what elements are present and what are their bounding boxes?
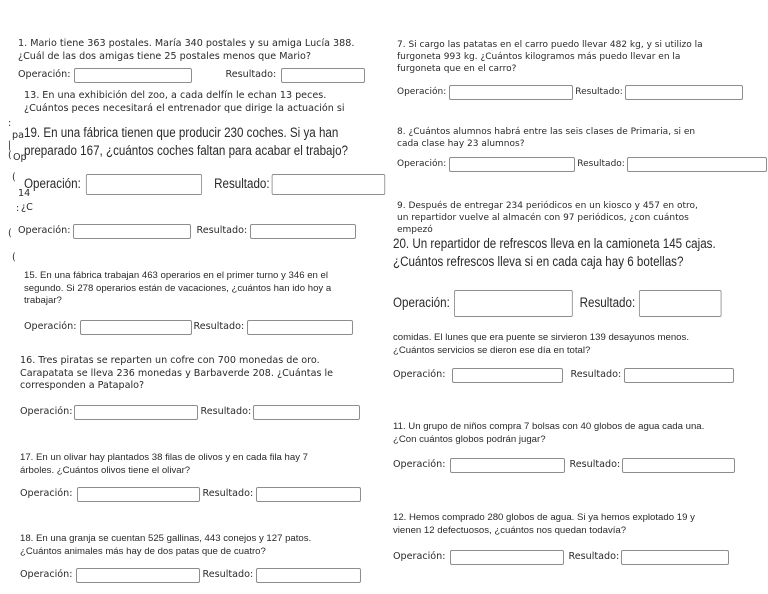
question-17: 17. En un olivar hay plantados 38 filas de olivos y en cada fila hay 7 árboles. ¿Cuántos olivos tiene el olivar? <box>20 452 308 476</box>
resultado-input[interactable] <box>253 405 360 420</box>
answer-row-18 <box>20 568 361 583</box>
operacion-input[interactable] <box>76 568 200 583</box>
resultado-label: Resultado: <box>568 551 620 563</box>
resultado-input[interactable] <box>250 224 356 239</box>
answer-row-17 <box>20 487 361 502</box>
question-20-block <box>393 235 728 271</box>
resultado-input[interactable] <box>247 320 353 335</box>
question-18: 18. En una granja se cuentan 525 gallinas, 443 conejos y 127 patos. ¿Cuántos animales más hay de dos patas que de cuatro? <box>20 533 312 557</box>
answer-row-7 <box>397 85 743 100</box>
question-8: 8. ¿Cuántos alumnos habrá entre las seis clases de Primaria, si en cada clase hay 23 alumnos? <box>397 127 696 149</box>
question-10: comidas. El lunes que era puente se sirvieron 139 desayunos menos. ¿Cuántos servicios se dieron ese día en total? <box>393 332 689 356</box>
resultado-input[interactable] <box>639 290 722 317</box>
fragment-text: | <box>8 140 12 151</box>
operacion-input[interactable] <box>86 174 202 195</box>
operacion-input[interactable] <box>74 405 198 420</box>
answer-row-16 <box>20 405 360 420</box>
resultado-label: Resultado: <box>570 369 622 381</box>
resultado-label: Resultado: <box>579 295 636 311</box>
operacion-input[interactable] <box>74 68 192 83</box>
operacion-label: Operación: <box>20 406 73 418</box>
fragment-text: ( <box>8 228 12 239</box>
operacion-input[interactable] <box>73 224 191 239</box>
resultado-label: Resultado: <box>569 459 621 471</box>
operacion-label: Operación: <box>24 321 77 333</box>
answer-row-12 <box>393 550 729 565</box>
operacion-input[interactable] <box>77 487 200 502</box>
operacion-label: Operación: <box>20 569 73 581</box>
operacion-label: Operación: <box>18 225 71 237</box>
resultado-label: Resultado: <box>202 569 254 581</box>
resultado-input[interactable] <box>256 568 361 583</box>
question-7: 7. Si cargo las patatas en el carro puedo llevar 482 kg, y si utilizo la furgoneta 993 kg. ¿Cuántos kilogramos más puedo llevar en la furgoneta que en el carro? <box>397 40 703 74</box>
question-19: 19. En una fábrica tienen que producir 230 coches. Si ya han preparado 167, ¿cuántos coches faltan para acabar el trabajo? <box>24 125 349 159</box>
resultado-label: Resultado: <box>214 176 270 192</box>
fragment-text: 14 <box>18 188 31 199</box>
resultado-input[interactable] <box>627 157 767 172</box>
operacion-label: Operación: <box>393 295 450 311</box>
resultado-label: Resultado: <box>202 488 254 500</box>
resultado-input[interactable] <box>621 550 729 565</box>
question-12: 12. Hemos comprado 280 globos de agua. Si ya hemos explotado 19 y vienen 12 defectuosos, ¿cuántos nos quedan todavía? <box>393 512 695 536</box>
operacion-label: Operación: <box>393 459 446 471</box>
resultado-input[interactable] <box>624 368 734 383</box>
answer-row-19 <box>24 174 385 195</box>
question-9: 9. Después de entregar 234 periódicos en un kiosco y 457 en otro, un repartidor vuelve al almacén con 97 periódicos, ¿con cuántos empezó <box>397 201 698 235</box>
operacion-label: Operación: <box>393 551 446 563</box>
operacion-input[interactable] <box>450 550 564 565</box>
operacion-input[interactable] <box>449 157 575 172</box>
operacion-label: Operación: <box>393 369 446 381</box>
question-15: 15. En una fábrica trabajan 463 operarios en el primer turno y 346 en el segundo. Si 278 operarios están de vacaciones, ¿cuántos han ido hoy a trabajar? <box>24 270 332 307</box>
resultado-input[interactable] <box>281 68 365 83</box>
fragment-text: ¿C <box>21 202 33 213</box>
operacion-input[interactable] <box>449 85 573 100</box>
answer-row-14 <box>18 224 356 239</box>
fragment-text: ( <box>8 150 12 161</box>
question-13: 13. En una exhibición del zoo, a cada delfín le echan 13 peces. ¿Cuántos peces necesitará el entrenador que dirige la actuación si <box>24 90 345 114</box>
resultado-label: Resultado: <box>577 158 625 169</box>
question-1: 1. Mario tiene 363 postales. María 340 postales y su amiga Lucía 388. ¿Cuál de las dos amigas tiene 25 postales menos que Mario? <box>18 38 355 62</box>
operacion-label: Operación: <box>18 69 71 81</box>
operacion-input[interactable] <box>454 290 573 317</box>
answer-row-1 <box>18 68 365 83</box>
question-16: 16. Tres piratas se reparten un cofre con 700 monedas de oro. Carapatata se lleva 236 monedas y Barbaverde 208. ¿Cuántas le corresponden a Patapalo? <box>20 355 334 392</box>
fragment-text: : <box>8 118 12 129</box>
question-20: 20. Un repartidor de refrescos lleva en la camioneta 145 cajas. ¿Cuántos refrescos lleva si en cada caja hay 6 botellas? <box>393 236 716 270</box>
question-11: 11. Un grupo de niños compra 7 bolsas con 40 globos de agua cada una. ¿Con cuántos globos podrán jugar? <box>393 421 705 445</box>
resultado-label: Resultado: <box>200 406 252 418</box>
operacion-input[interactable] <box>80 320 192 335</box>
answer-row-11 <box>393 458 735 473</box>
operacion-input[interactable] <box>450 458 565 473</box>
operacion-label: Operación: <box>397 158 447 169</box>
fragment-text: : <box>16 203 20 214</box>
fragment-text: ( <box>12 172 16 183</box>
answer-row-20 <box>393 290 721 317</box>
resultado-label: Resultado: <box>196 225 248 237</box>
fragment-text: Op <box>13 152 27 163</box>
answer-row-15 <box>24 320 353 335</box>
resultado-input[interactable] <box>622 458 735 473</box>
fragment-text: ( <box>12 252 16 263</box>
resultado-label: Resultado: <box>575 86 623 97</box>
resultado-input[interactable] <box>271 174 385 195</box>
resultado-input[interactable] <box>625 85 743 100</box>
resultado-input[interactable] <box>256 487 361 502</box>
operacion-label: Operación: <box>20 488 73 500</box>
fragment-text: pa <box>12 130 24 141</box>
operacion-input[interactable] <box>452 368 563 383</box>
resultado-label: Resultado: <box>193 321 245 333</box>
operacion-label: Operación: <box>24 176 81 192</box>
answer-row-8 <box>397 157 767 172</box>
operacion-label: Operación: <box>397 86 447 97</box>
question-19-block <box>24 124 364 160</box>
answer-row-10 <box>393 368 734 383</box>
resultado-label: Resultado: <box>225 69 277 81</box>
